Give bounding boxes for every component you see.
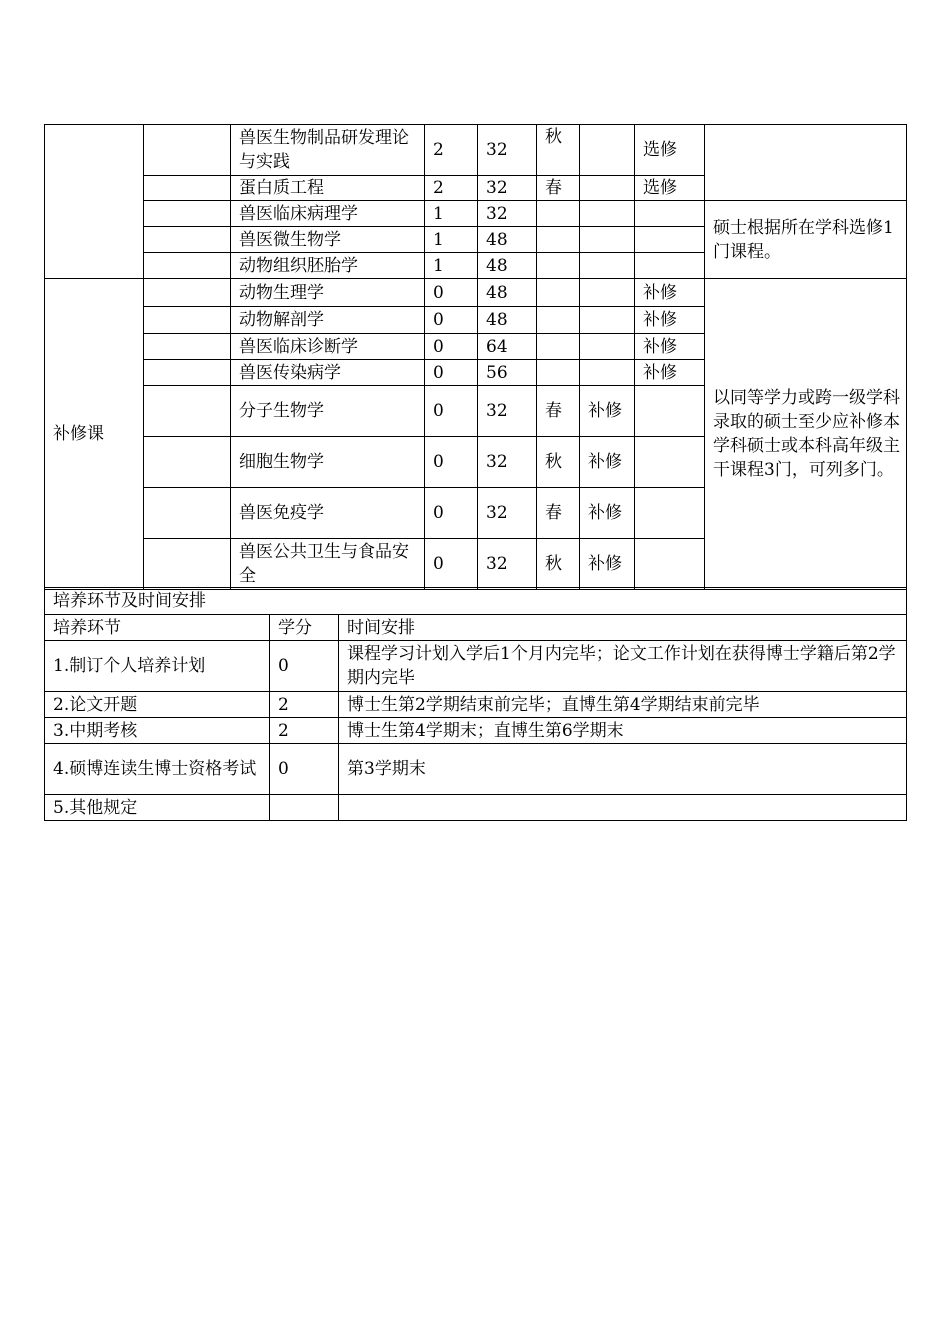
course-name: 动物组织胚胎学 [231, 253, 425, 279]
course-credit: 1 [425, 201, 478, 227]
course-extra [580, 334, 635, 360]
course-credit: 1 [425, 253, 478, 279]
schedule-credit: 0 [270, 641, 339, 692]
subcategory-cell [144, 539, 231, 590]
schedule-title: 培养环节及时间安排 [45, 588, 907, 615]
subcategory-cell [144, 253, 231, 279]
schedule-time: 第3学期末 [339, 744, 907, 795]
course-hours: 48 [478, 279, 537, 307]
schedule-title-row [45, 588, 907, 615]
course-term [537, 334, 580, 360]
course-extra [580, 201, 635, 227]
course-credit: 0 [425, 360, 478, 386]
subcategory-cell [144, 307, 231, 334]
subcategory-cell [144, 201, 231, 227]
course-hours: 56 [478, 360, 537, 386]
course-extra: 补修 [580, 386, 635, 437]
course-type [635, 386, 705, 437]
course-term: 春 [537, 488, 580, 539]
course-hours: 32 [478, 201, 537, 227]
subcategory-cell [144, 488, 231, 539]
schedule-row [45, 718, 907, 744]
schedule-time [339, 795, 907, 821]
course-type [635, 253, 705, 279]
course-type: 选修 [635, 176, 705, 201]
schedule-time: 课程学习计划入学后1个月内完毕；论文工作计划在获得博士学籍后第2学期内完毕 [339, 641, 907, 692]
course-name: 动物生理学 [231, 279, 425, 307]
course-credit: 2 [425, 176, 478, 201]
subcategory-cell [144, 437, 231, 488]
category-cell: 补修课 [45, 279, 144, 590]
course-type [635, 201, 705, 227]
course-extra [580, 125, 635, 176]
course-hours: 48 [478, 307, 537, 334]
note-cell [705, 125, 907, 201]
course-hours: 32 [478, 539, 537, 590]
course-type: 补修 [635, 307, 705, 334]
course-type: 选修 [635, 125, 705, 176]
schedule-credit: 2 [270, 718, 339, 744]
subcategory-cell [144, 279, 231, 307]
subcategory-cell [144, 334, 231, 360]
course-type: 补修 [635, 360, 705, 386]
header-time: 时间安排 [339, 615, 907, 641]
course-name: 兽医临床病理学 [231, 201, 425, 227]
schedule-step: 2.论文开题 [45, 692, 270, 718]
course-credit: 0 [425, 437, 478, 488]
course-credit: 0 [425, 386, 478, 437]
course-row [45, 125, 907, 176]
course-name: 细胞生物学 [231, 437, 425, 488]
schedule-header-row [45, 615, 907, 641]
schedule-time: 博士生第2学期结束前完毕；直博生第4学期结束前完毕 [339, 692, 907, 718]
course-term: 秋 [537, 125, 580, 176]
course-extra [580, 253, 635, 279]
course-name: 动物解剖学 [231, 307, 425, 334]
course-hours: 32 [478, 176, 537, 201]
course-extra [580, 307, 635, 334]
schedule-step: 5.其他规定 [45, 795, 270, 821]
course-hours: 64 [478, 334, 537, 360]
schedule-step: 4.硕博连读生博士资格考试 [45, 744, 270, 795]
course-term [537, 227, 580, 253]
course-term: 春 [537, 176, 580, 201]
subcategory-cell [144, 386, 231, 437]
course-extra [580, 360, 635, 386]
course-term [537, 307, 580, 334]
course-type: 补修 [635, 334, 705, 360]
schedule-table [44, 587, 907, 821]
course-name: 蛋白质工程 [231, 176, 425, 201]
course-credit: 0 [425, 539, 478, 590]
course-credit: 0 [425, 307, 478, 334]
course-name: 兽医微生物学 [231, 227, 425, 253]
course-type: 补修 [635, 279, 705, 307]
course-name: 兽医免疫学 [231, 488, 425, 539]
course-credit: 1 [425, 227, 478, 253]
course-credit: 0 [425, 488, 478, 539]
course-term [537, 360, 580, 386]
schedule-credit [270, 795, 339, 821]
course-term [537, 279, 580, 307]
course-term: 春 [537, 386, 580, 437]
course-extra [580, 279, 635, 307]
subcategory-cell [144, 176, 231, 201]
course-name: 兽医传染病学 [231, 360, 425, 386]
course-extra: 补修 [580, 437, 635, 488]
subcategory-cell [144, 360, 231, 386]
course-hours: 32 [478, 386, 537, 437]
course-term: 秋 [537, 539, 580, 590]
course-name: 分子生物学 [231, 386, 425, 437]
course-credit: 2 [425, 125, 478, 176]
elective-note: 硕士根据所在学科选修1门课程。 [705, 201, 907, 279]
course-type [635, 539, 705, 590]
course-credit: 0 [425, 334, 478, 360]
course-row [45, 201, 907, 227]
course-hours: 48 [478, 253, 537, 279]
course-type [635, 437, 705, 488]
course-name: 兽医公共卫生与食品安全 [231, 539, 425, 590]
remedial-note: 以同等学力或跨一级学科录取的硕士至少应补修本学科硕士或本科高年级主干课程3门，可列多门。 [705, 279, 907, 590]
course-type [635, 227, 705, 253]
schedule-step: 1.制订个人培养计划 [45, 641, 270, 692]
category-cell [45, 125, 144, 279]
course-name: 兽医临床诊断学 [231, 334, 425, 360]
course-credit: 0 [425, 279, 478, 307]
header-step: 培养环节 [45, 615, 270, 641]
course-table [44, 124, 907, 590]
course-hours: 48 [478, 227, 537, 253]
course-term [537, 253, 580, 279]
schedule-row [45, 641, 907, 692]
course-extra [580, 227, 635, 253]
subcategory-cell [144, 125, 231, 176]
subcategory-cell [144, 227, 231, 253]
schedule-time: 博士生第4学期末；直博生第6学期末 [339, 718, 907, 744]
course-term: 秋 [537, 437, 580, 488]
schedule-step: 3.中期考核 [45, 718, 270, 744]
course-type [635, 488, 705, 539]
schedule-row [45, 795, 907, 821]
course-hours: 32 [478, 437, 537, 488]
course-term [537, 201, 580, 227]
course-extra [580, 176, 635, 201]
header-credit: 学分 [270, 615, 339, 641]
course-extra: 补修 [580, 488, 635, 539]
schedule-row [45, 692, 907, 718]
course-extra: 补修 [580, 539, 635, 590]
schedule-row [45, 744, 907, 795]
schedule-credit: 0 [270, 744, 339, 795]
course-name: 兽医生物制品研发理论与实践 [231, 125, 425, 176]
course-hours: 32 [478, 488, 537, 539]
course-row [45, 279, 907, 307]
schedule-credit: 2 [270, 692, 339, 718]
course-hours: 32 [478, 125, 537, 176]
